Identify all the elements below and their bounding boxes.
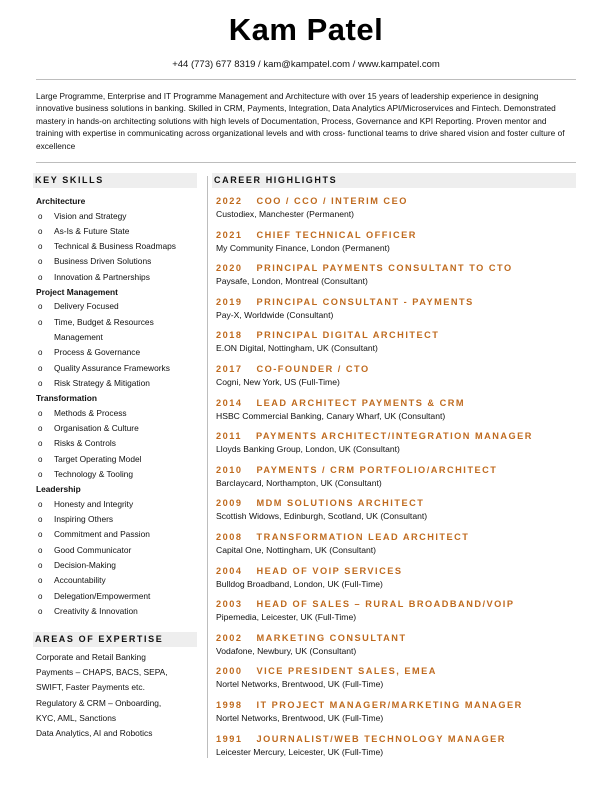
- job-role: LEAD ARCHITECT PAYMENTS & CRM: [256, 397, 465, 408]
- job-company: Barclaycard, Northampton, UK (Consultant): [216, 477, 382, 488]
- skill-label: Risks & Controls: [54, 438, 116, 449]
- job-role: HEAD OF SALES – RURAL BROADBAND/VOIP: [256, 599, 515, 610]
- career-entry: [216, 261, 576, 295]
- career-entry: [216, 429, 576, 463]
- bullet-icon: o: [38, 272, 43, 282]
- job-company: Pipemedia, Leicester, UK (Full-Time): [216, 612, 357, 623]
- job-title: [216, 429, 576, 443]
- job-role: CHIEF TECHNICAL OFFICER: [256, 229, 417, 240]
- career-entry: [216, 496, 576, 530]
- career-entry: [216, 698, 576, 732]
- skill-label: Delivery Focused: [54, 301, 119, 312]
- bullet-icon: o: [38, 454, 43, 464]
- job-year: 2018: [216, 330, 243, 341]
- job-title: [216, 228, 576, 242]
- job-company: HSBC Commercial Banking, Canary Wharf, UK (Consultant): [216, 410, 446, 421]
- job-role: JOURNALIST/WEB TECHNOLOGY MANAGER: [256, 733, 506, 744]
- skill-item: [36, 527, 196, 542]
- bullet-icon: o: [38, 469, 43, 479]
- job-role: VICE PRESIDENT SALES, EMEA: [256, 666, 437, 677]
- skill-item: [36, 543, 196, 558]
- bullet-icon: o: [38, 439, 43, 449]
- job-title: [216, 362, 576, 376]
- job-role: PRINCIPAL CONSULTANT - PAYMENTS: [256, 296, 474, 307]
- skill-label: Technology & Tooling: [54, 468, 133, 479]
- job-role: PAYMENTS / CRM PORTFOLIO/ARCHITECT: [256, 464, 498, 475]
- job-company: Cogni, New York, US (Full-Time): [216, 376, 340, 387]
- skill-item: [36, 497, 196, 512]
- job-company: Lloyds Banking Group, London, UK (Consultant): [216, 444, 400, 455]
- expertise-line: Payments – CHAPS, BACS, SEPA,: [36, 667, 168, 678]
- job-role: MARKETING CONSULTANT: [256, 632, 407, 643]
- skill-item: [36, 436, 196, 451]
- skill-label: Inspiring Others: [54, 514, 114, 525]
- job-year: 1998: [216, 699, 243, 710]
- expertise-line: Corporate and Retail Banking: [36, 652, 146, 662]
- job-company: Nortel Networks, Brentwood, UK (Full-Time): [216, 679, 384, 690]
- skill-label: Accountability: [54, 575, 106, 586]
- job-role: PRINCIPAL PAYMENTS CONSULTANT TO CTO: [256, 263, 513, 274]
- skill-item: [36, 315, 196, 346]
- job-year: 2000: [216, 666, 243, 677]
- skill-label: Target Operating Model: [54, 453, 142, 464]
- bullet-icon: o: [38, 242, 43, 252]
- bullet-icon: o: [38, 606, 43, 616]
- skill-label: Innovation & Partnerships: [54, 271, 150, 282]
- column-divider: [207, 176, 208, 758]
- skill-group-title: Project Management: [36, 286, 118, 297]
- job-role: TRANSFORMATION LEAD ARCHITECT: [256, 531, 470, 542]
- bullet-icon: o: [38, 530, 43, 540]
- job-company: Paysafe, London, Montreal (Consultant): [216, 276, 368, 287]
- bullet-icon: o: [38, 545, 43, 555]
- areas-of-expertise-heading: AREAS OF EXPERTISE: [33, 632, 197, 647]
- bullet-icon: o: [38, 560, 43, 570]
- summary-divider: [36, 162, 576, 163]
- bullet-icon: o: [38, 211, 43, 221]
- skill-label: Creativity & Innovation: [54, 605, 138, 616]
- job-title: [216, 530, 576, 544]
- job-title: [216, 496, 576, 510]
- job-title: [216, 564, 576, 578]
- bullet-icon: o: [38, 424, 43, 434]
- bullet-icon: o: [38, 591, 43, 601]
- bullet-icon: o: [38, 317, 43, 327]
- job-year: 2022: [216, 196, 243, 206]
- bullet-icon: o: [38, 226, 43, 236]
- skill-label: As-Is & Future State: [54, 225, 130, 236]
- skill-group-title: Transformation: [36, 393, 97, 404]
- skill-item: [36, 421, 196, 436]
- job-year: 2021: [216, 229, 243, 240]
- skill-label: Delegation/Empowerment: [54, 590, 151, 601]
- expertise-line: SWIFT, Faster Payments etc.: [36, 682, 145, 693]
- job-role: PRINCIPAL DIGITAL ARCHITECT: [256, 330, 440, 341]
- career-entry: [216, 463, 576, 497]
- job-company: Nortel Networks, Brentwood, UK (Full-Time): [216, 712, 384, 723]
- job-year: 2003: [216, 599, 243, 610]
- skill-label: Good Communicator: [54, 544, 132, 555]
- job-title: [216, 295, 576, 309]
- job-title: [216, 631, 576, 645]
- summary-paragraph: Large Programme, Enterprise and IT Programme Management and Architecture with over 15 years of leadership experience in designing innovative business solutions in banking. Skilled in CRM, Payments, Integration, Data Analytics API/Microservices and Fintech. Demonstrated mastery in hands-on architecting solutions with high levels of Documentation, Process, Governance and KPI Reporting. Proven mentor and training with expertise in communicating across organizational levels and with cross- functional teams to drive shared vision and foster culture of excellence: [36, 91, 565, 151]
- skill-label: Quality Assurance Frameworks: [54, 362, 170, 373]
- skill-label: Vision and Strategy: [54, 210, 127, 221]
- job-title: [216, 664, 576, 678]
- key-skills-heading: KEY SKILLS: [33, 173, 197, 188]
- skill-item: [36, 209, 196, 224]
- job-year: 2019: [216, 296, 243, 307]
- bullet-icon: o: [38, 348, 43, 358]
- job-role: IT PROJECT MANAGER/MARKETING MANAGER: [256, 699, 523, 710]
- job-year: 2010: [216, 464, 243, 475]
- skill-label: Technical & Business Roadmaps: [54, 241, 176, 252]
- job-year: 2014: [216, 397, 243, 408]
- career-entry: [216, 631, 576, 665]
- skill-label: Honesty and Integrity: [54, 498, 134, 509]
- bullet-icon: o: [38, 499, 43, 509]
- expertise-line: Data Analytics, AI and Robotics: [36, 728, 153, 739]
- skill-label: Organisation & Culture: [54, 423, 139, 434]
- skill-item: [36, 452, 196, 467]
- career-entry: [216, 530, 576, 564]
- career-entry: [216, 732, 576, 766]
- career-entry: [216, 362, 576, 396]
- skill-item: [36, 467, 196, 482]
- skill-label: Methods & Process: [54, 407, 127, 418]
- career-entry: [216, 194, 576, 228]
- skill-item: [36, 589, 196, 604]
- career-highlights-list: [216, 194, 576, 765]
- job-title: [216, 597, 576, 611]
- job-company: Capital One, Nottingham, UK (Consultant): [216, 544, 377, 555]
- skill-label: Risk Strategy & Mitigation: [54, 377, 150, 388]
- job-title: [216, 328, 576, 342]
- job-company: My Community Finance, London (Permanent): [216, 242, 390, 253]
- job-company: Vodafone, Newbury, UK (Consultant): [216, 645, 357, 656]
- job-role: PAYMENTS ARCHITECT/INTEGRATION MANAGER: [255, 431, 533, 442]
- job-company: Scottish Widows, Edinburgh, Scotland, UK (Consultant): [216, 511, 428, 522]
- career-entry: [216, 228, 576, 262]
- job-company: Bulldog Broadband, London, UK (Full-Time): [216, 578, 383, 589]
- job-year: 2011: [216, 431, 242, 442]
- skill-item: [36, 361, 196, 376]
- job-title: [216, 194, 576, 208]
- bullet-icon: o: [38, 257, 43, 267]
- job-title: [216, 732, 576, 746]
- skill-item: [36, 558, 196, 573]
- skill-item: [36, 254, 196, 269]
- candidate-name: Kam Patel: [228, 12, 384, 47]
- expertise-line: KYC, AML, Sanctions: [36, 712, 117, 723]
- job-role: MDM SOLUTIONS ARCHITECT: [256, 498, 425, 509]
- contact-line: +44 (773) 677 8319 / kam@kampatel.com / www.kampatel.com: [172, 59, 440, 70]
- skill-label: Decision-Making: [54, 559, 116, 570]
- skill-group-title: Architecture: [36, 196, 86, 206]
- career-entry: [216, 664, 576, 698]
- bullet-icon: o: [38, 363, 43, 373]
- job-company: E.ON Digital, Nottingham, UK (Consultant): [216, 343, 378, 354]
- bullet-icon: o: [38, 378, 43, 388]
- job-company: Custodiex, Manchester (Permanent): [216, 209, 355, 219]
- areas-of-expertise-list: [36, 650, 196, 741]
- skill-item: [36, 406, 196, 421]
- job-year: 2020: [216, 263, 243, 274]
- job-title: [216, 698, 576, 712]
- job-year: 1991: [216, 733, 243, 744]
- career-entry: [216, 396, 576, 430]
- bullet-icon: o: [38, 515, 43, 525]
- skill-item: [36, 239, 196, 254]
- job-title: [216, 463, 576, 477]
- bullet-icon: o: [38, 408, 43, 418]
- skill-item: [36, 573, 196, 588]
- career-entry: [216, 295, 576, 329]
- career-highlights-heading: CAREER HIGHLIGHTS: [212, 173, 576, 188]
- job-year: 2002: [216, 632, 243, 643]
- career-entry: [216, 597, 576, 631]
- job-role: COO / CCO / INTERIM CEO: [256, 196, 408, 206]
- skill-group-title: Leadership: [36, 484, 81, 495]
- job-year: 2004: [216, 565, 243, 576]
- job-role: CO-FOUNDER / CTO: [256, 363, 370, 374]
- job-company: Leicester Mercury, Leicester, UK (Full-Time): [216, 746, 384, 757]
- career-entry: [216, 564, 576, 598]
- bullet-icon: o: [38, 576, 43, 586]
- career-entry: [216, 328, 576, 362]
- bullet-icon: o: [38, 302, 43, 312]
- header-divider: [36, 79, 576, 80]
- job-year: 2008: [216, 531, 243, 542]
- skill-label: Business Driven Solutions: [54, 256, 152, 267]
- skill-label: Commitment and Passion: [54, 529, 150, 540]
- job-year: 2009: [216, 498, 243, 509]
- job-year: 2017: [216, 363, 243, 374]
- skill-item: [36, 345, 196, 360]
- skill-item: [36, 376, 196, 391]
- key-skills-list: [36, 194, 196, 619]
- skill-item: [36, 512, 196, 527]
- expertise-line: Regulatory & CRM – Onboarding,: [36, 697, 162, 708]
- skill-item: [36, 270, 196, 285]
- job-role: HEAD OF VOIP SERVICES: [256, 565, 403, 576]
- job-company: Pay-X, Worldwide (Consultant): [216, 309, 334, 320]
- skill-item: [36, 604, 196, 619]
- skill-item: [36, 224, 196, 239]
- skill-label: Time, Budget & Resources Management: [54, 316, 154, 343]
- skill-item: [36, 299, 196, 314]
- job-title: [216, 396, 576, 410]
- job-title: [216, 261, 576, 275]
- skill-label: Process & Governance: [54, 347, 141, 358]
